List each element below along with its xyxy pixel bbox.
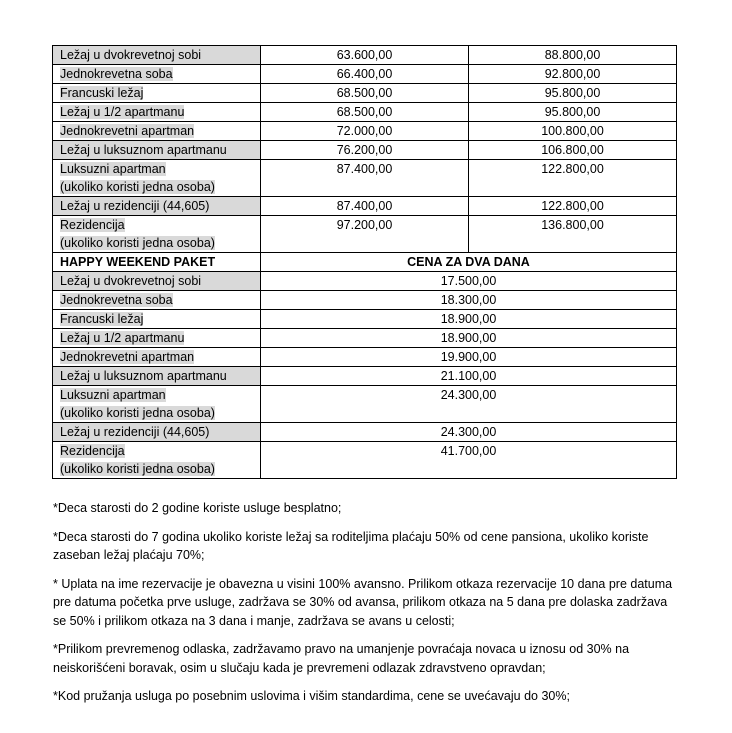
- price-cell: 18.900,00: [261, 329, 677, 348]
- notes-section: [53, 499, 683, 716]
- room-type-cell: [53, 160, 261, 197]
- weekend-package-title: HAPPY WEEKEND PAKET: [53, 253, 261, 272]
- table-row: [53, 442, 677, 479]
- room-type-label: Jednokrevetna soba: [60, 293, 173, 307]
- note-children-under-7: *Deca starosti do 7 godina ukoliko koriste ležaj sa roditeljima plaćaju 50% od cene pansiona, ukoliko koriste zaseban ležaj plaćaju 70%;: [53, 529, 649, 562]
- table-row: [53, 141, 677, 160]
- room-type-label: Rezidencija: [60, 444, 125, 458]
- weekend-price-heading: CENA ZA DVA DANA: [261, 253, 677, 272]
- room-type-cell: [53, 348, 261, 367]
- price-cell: 18.300,00: [261, 291, 677, 310]
- room-type-cell: [53, 310, 261, 329]
- room-type-label: Jednokrevetni apartman: [60, 350, 195, 364]
- table-row: [53, 46, 677, 65]
- price-table: [52, 45, 677, 479]
- weekend-header-row: [53, 253, 677, 272]
- price-cell: 17.500,00: [261, 272, 677, 291]
- price-cell: 24.300,00: [261, 386, 677, 423]
- table-row: [53, 216, 677, 253]
- room-type-label: Ležaj u 1/2 apartmanu: [60, 331, 185, 345]
- table-row: [53, 103, 677, 122]
- note-children-under-2: *Deca starosti do 2 godine koriste usluge besplatno;: [53, 501, 342, 515]
- room-type-label: Jednokrevetni apartman: [60, 124, 195, 138]
- room-type-cell: [53, 442, 261, 479]
- price-cell: 24.300,00: [261, 423, 677, 442]
- table-row: [53, 122, 677, 141]
- price-cell: 100.800,00: [469, 122, 677, 141]
- room-type-label: Rezidencija: [60, 218, 125, 232]
- room-type-cell: [53, 386, 261, 423]
- room-type-label: Jednokrevetna soba: [60, 67, 173, 81]
- room-type-cell: [53, 291, 261, 310]
- price-cell: 95.800,00: [469, 84, 677, 103]
- room-type-cell: [53, 65, 261, 84]
- room-type-cell: Ležaj u rezidenciji (44,605): [53, 197, 261, 216]
- price-cell: 66.400,00: [261, 65, 469, 84]
- price-cell: 68.500,00: [261, 103, 469, 122]
- price-cell: 92.800,00: [469, 65, 677, 84]
- table-row: [53, 272, 677, 291]
- room-type-label: Francuski ležaj: [60, 86, 144, 100]
- price-cell: 136.800,00: [469, 216, 677, 253]
- room-type-cell: Ležaj u dvokrevetnoj sobi: [53, 46, 261, 65]
- price-cell: 122.800,00: [469, 197, 677, 216]
- price-cell: 88.800,00: [469, 46, 677, 65]
- table-row: [53, 367, 677, 386]
- room-type-label: Francuski ležaj: [60, 312, 144, 326]
- note-early-departure: *Prilikom prevremenog odlaska, zadržavamo pravo na umanjenje povraćaja novaca u iznosu od 30% na neiskorišćeni boravak, osim u slučaju kada je prevremeni odlazak zdravstveno opravdan;: [53, 642, 630, 675]
- room-type-note: (ukoliko koristi jedna osoba): [60, 406, 215, 420]
- price-cell: 97.200,00: [261, 216, 469, 253]
- table-row: [53, 160, 677, 197]
- room-type-cell: Ležaj u rezidenciji (44,605): [53, 423, 261, 442]
- note-special-conditions: *Kod pružanja usluga po posebnim uslovima i višim standardima, cene se uvećavaju do 30%;: [53, 689, 570, 703]
- room-type-cell: Ležaj u luksuznom apartmanu: [53, 141, 261, 160]
- price-cell: 87.400,00: [261, 197, 469, 216]
- price-cell: 68.500,00: [261, 84, 469, 103]
- price-cell: 63.600,00: [261, 46, 469, 65]
- room-type-cell: [53, 122, 261, 141]
- price-cell: 19.900,00: [261, 348, 677, 367]
- price-cell: 76.200,00: [261, 141, 469, 160]
- price-table-body: [53, 46, 677, 479]
- table-row: [53, 348, 677, 367]
- room-type-label: Ležaj u 1/2 apartmanu: [60, 105, 185, 119]
- room-type-note: (ukoliko koristi jedna osoba): [60, 462, 215, 476]
- room-type-note: (ukoliko koristi jedna osoba): [60, 236, 215, 250]
- price-cell: 18.900,00: [261, 310, 677, 329]
- room-type-label: Luksuzni apartman: [60, 162, 166, 176]
- price-cell: 72.000,00: [261, 122, 469, 141]
- table-row: [53, 291, 677, 310]
- price-cell: 106.800,00: [469, 141, 677, 160]
- room-type-cell: Ležaj u dvokrevetnoj sobi: [53, 272, 261, 291]
- table-row: [53, 329, 677, 348]
- table-row: [53, 84, 677, 103]
- table-row: [53, 310, 677, 329]
- price-cell: 122.800,00: [469, 160, 677, 197]
- room-type-cell: [53, 216, 261, 253]
- note-reservation-payment: * Uplata na ime rezervacije je obavezna u visini 100% avansno. Prilikom otkaza rezervacije 10 dana pre datuma pre datuma početka prve usluge, zadržava se 30% od avansa, prilikom otkaza na 5 dana pre dolaska zadržava se 50% i prilikom otkaza na 3 dana i manje, zadržava se avans u celosti;: [53, 576, 673, 628]
- room-type-cell: Ležaj u luksuznom apartmanu: [53, 367, 261, 386]
- table-row: [53, 197, 677, 216]
- room-type-cell: [53, 103, 261, 122]
- room-type-note: (ukoliko koristi jedna osoba): [60, 180, 215, 194]
- price-cell: 87.400,00: [261, 160, 469, 197]
- room-type-cell: [53, 329, 261, 348]
- price-cell: 21.100,00: [261, 367, 677, 386]
- table-row: [53, 423, 677, 442]
- room-type-cell: [53, 84, 261, 103]
- table-row: [53, 386, 677, 423]
- table-row: [53, 65, 677, 84]
- price-cell: 95.800,00: [469, 103, 677, 122]
- room-type-label: Luksuzni apartman: [60, 388, 166, 402]
- price-cell: 41.700,00: [261, 442, 677, 479]
